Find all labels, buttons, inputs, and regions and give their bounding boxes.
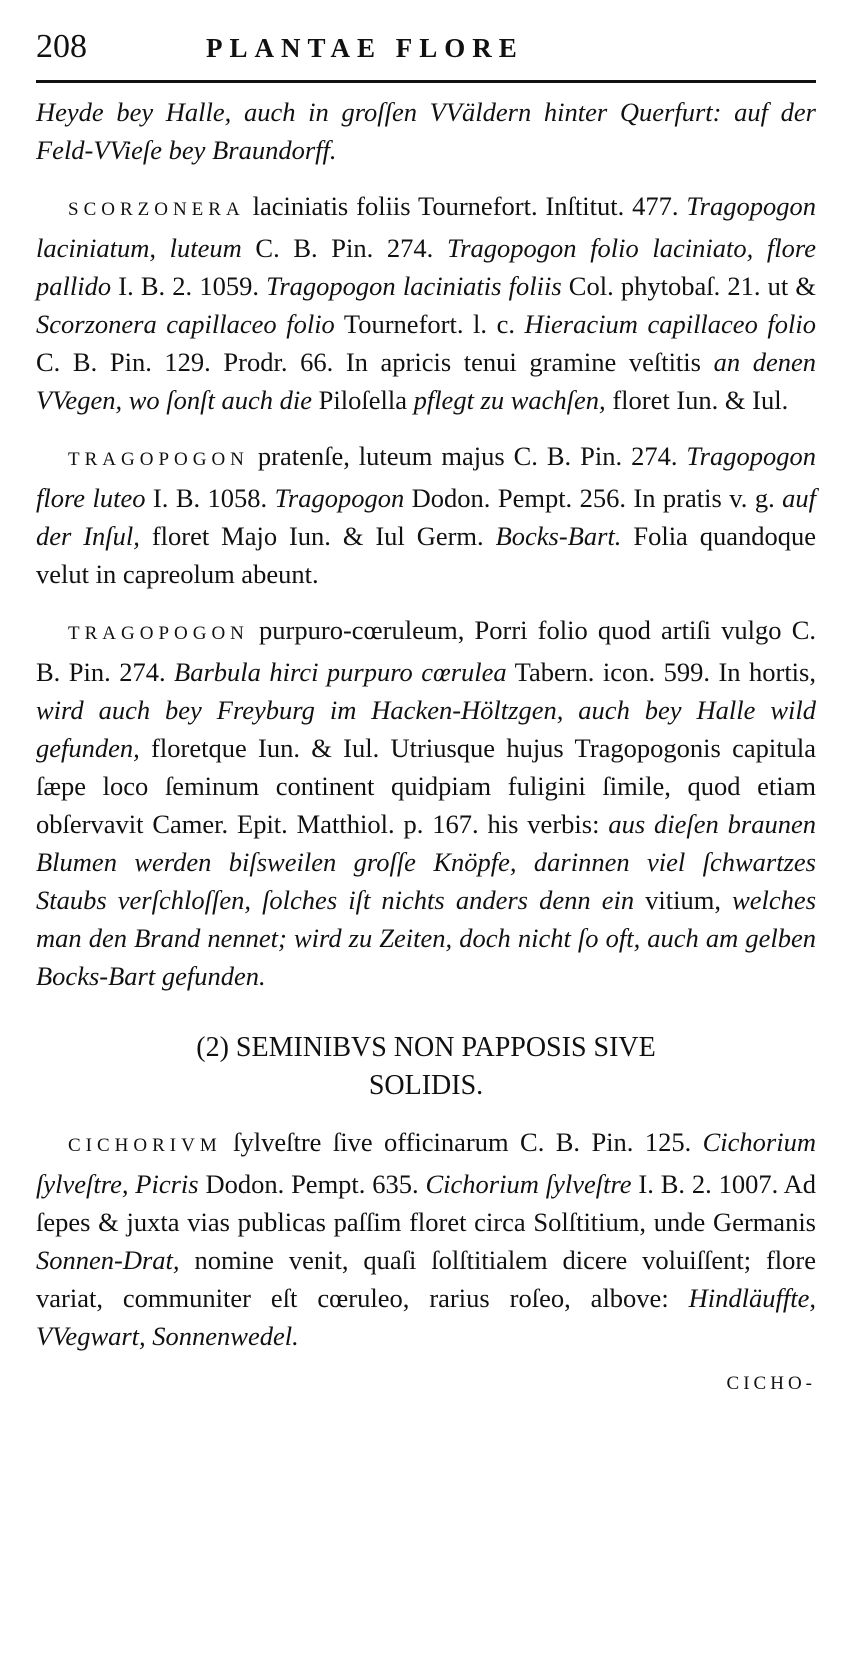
text: C. B. Pin. 274. — [241, 233, 447, 263]
text: Dodon. Pempt. 256. In pratis v. g. — [404, 483, 783, 513]
entry-cichorium — [36, 1123, 816, 1355]
catchword: CICHO- — [726, 1373, 816, 1394]
entry-lemma: SCORZONERA — [68, 199, 245, 220]
text-italic: Hindläuffte, VVegwart, Sonnenwedel. — [36, 1283, 816, 1351]
text-italic: Hieracium capillaceo folio — [524, 309, 816, 339]
text: Tournefort. l. c. — [334, 309, 525, 339]
text: vitium, — [634, 885, 733, 915]
text-italic: Bocks-Bart. — [495, 521, 622, 551]
text-italic: Heyde bey Halle, auch in groſſen VVäldern hinter Querfurt: auf der Feld-VVieſe bey Braundorff. — [36, 97, 816, 165]
page-number: 208 — [36, 28, 87, 65]
text: purpuro-cœruleum, Porri folio quod artiſi vulgo C. B. Pin. 274. — [36, 615, 816, 687]
text-italic: wird auch bey Freyburg im Hacken-Höltzgen, auch bey Halle wild gefunden, — [36, 695, 816, 763]
text: I. B. 2. 1059. — [111, 271, 267, 301]
text-italic: Barbula hirci purpuro cœrulea — [174, 657, 507, 687]
text: floretque Iun. & Iul. Utriusque hujus Tragopogonis capitula ſæpe loco ſeminum continent quidpiam fuligini ſimile, quod etiam obſervavit Camer. Epit. Matthiol. p. 167. his verbis: — [36, 733, 816, 839]
section-heading-line: SOLIDIS. — [368, 1070, 484, 1101]
text-italic: Tragopogon flore luteo — [36, 441, 816, 513]
paragraph-continuation — [36, 93, 816, 169]
entry-scorzonera — [36, 187, 816, 419]
text-italic: welches man den Brand nennet; wird zu Zeiten, doch nicht ſo oft, auch am gelben Bocks-Bart gefunden. — [36, 885, 817, 991]
text: ſylveſtre ſive officinarum C. B. Pin. 125. — [221, 1127, 703, 1157]
text: floret Majo Iun. & Iul Germ. — [139, 521, 496, 551]
text: Tabern. icon. 599. In hortis, — [506, 657, 816, 687]
text: I. B. 1058. — [145, 483, 275, 513]
text-body — [36, 93, 816, 1355]
text: Piloſella — [312, 385, 414, 415]
text-italic: Tragopogon laciniatum, luteum — [36, 191, 816, 263]
running-title: PLANTAE FLORE — [206, 33, 524, 63]
text: I. B. 2. 1007. Ad ſepes & juxta vias publicas paſſim floret circa Solſtitium, unde Germanis — [36, 1169, 816, 1237]
text-italic: Sonnen-Drat, — [36, 1245, 180, 1275]
section-heading-line: (2) SEMINIBVS NON PAPPOSIS SIVE — [196, 1032, 656, 1063]
text: Dodon. Pempt. 635. — [198, 1169, 426, 1199]
text: pratenſe, luteum majus C. B. Pin. 274. — [248, 441, 687, 471]
text-italic: Tragopogon folio laciniato, flore pallido — [36, 233, 816, 301]
entry-lemma: CICHORIVM — [68, 1135, 222, 1156]
text: Col. phytobaſ. 21. ut & — [561, 271, 817, 301]
text-italic: Tragopogon — [274, 483, 405, 513]
text-italic: Cichorium ſylveſtre — [425, 1169, 632, 1199]
text: laciniatis foliis Tournefort. Inſtitut. 477. — [244, 191, 687, 221]
text-italic: aus dieſen braunen Blumen werden biſsweilen groſſe Knöpfe, darinnen viel ſchwartzes Staubs verſchloſſen, ſolches iſt nichts anders denn ein — [36, 809, 816, 915]
text-italic: pflegt zu wachſen, — [413, 385, 606, 415]
entry-lemma: TRAGOPOGON — [68, 449, 249, 470]
text: floret Iun. & Iul. — [605, 385, 789, 415]
text: C. B. Pin. 129. Prodr. 66. In apricis tenui gramine veſtitis — [36, 347, 714, 377]
text-italic: Scorzonera capillaceo folio — [36, 309, 335, 339]
entry-tragopogon-pratense — [36, 437, 816, 593]
section-heading — [36, 1029, 816, 1105]
text: Folia quandoque velut in capreolum abeunt. — [36, 521, 817, 589]
text-italic: Cichorium ſylveſtre, Picris — [36, 1127, 816, 1199]
text-italic: an denen VVegen, wo ſonſt auch die — [36, 347, 816, 415]
text: nomine venit, quaſi ſolſtitialem dicere voluiſſent; flore variat, communiter eſt cœruleo, rarius roſeo, albove: — [36, 1245, 816, 1313]
header-rule — [36, 80, 816, 83]
running-header — [36, 28, 816, 76]
text-italic: auf der Inſul, — [36, 483, 817, 551]
entry-tragopogon-purpureum — [36, 611, 816, 995]
entry-lemma: TRAGOPOGON — [68, 623, 249, 644]
text-italic: Tragopogon laciniatis foliis — [266, 271, 562, 301]
